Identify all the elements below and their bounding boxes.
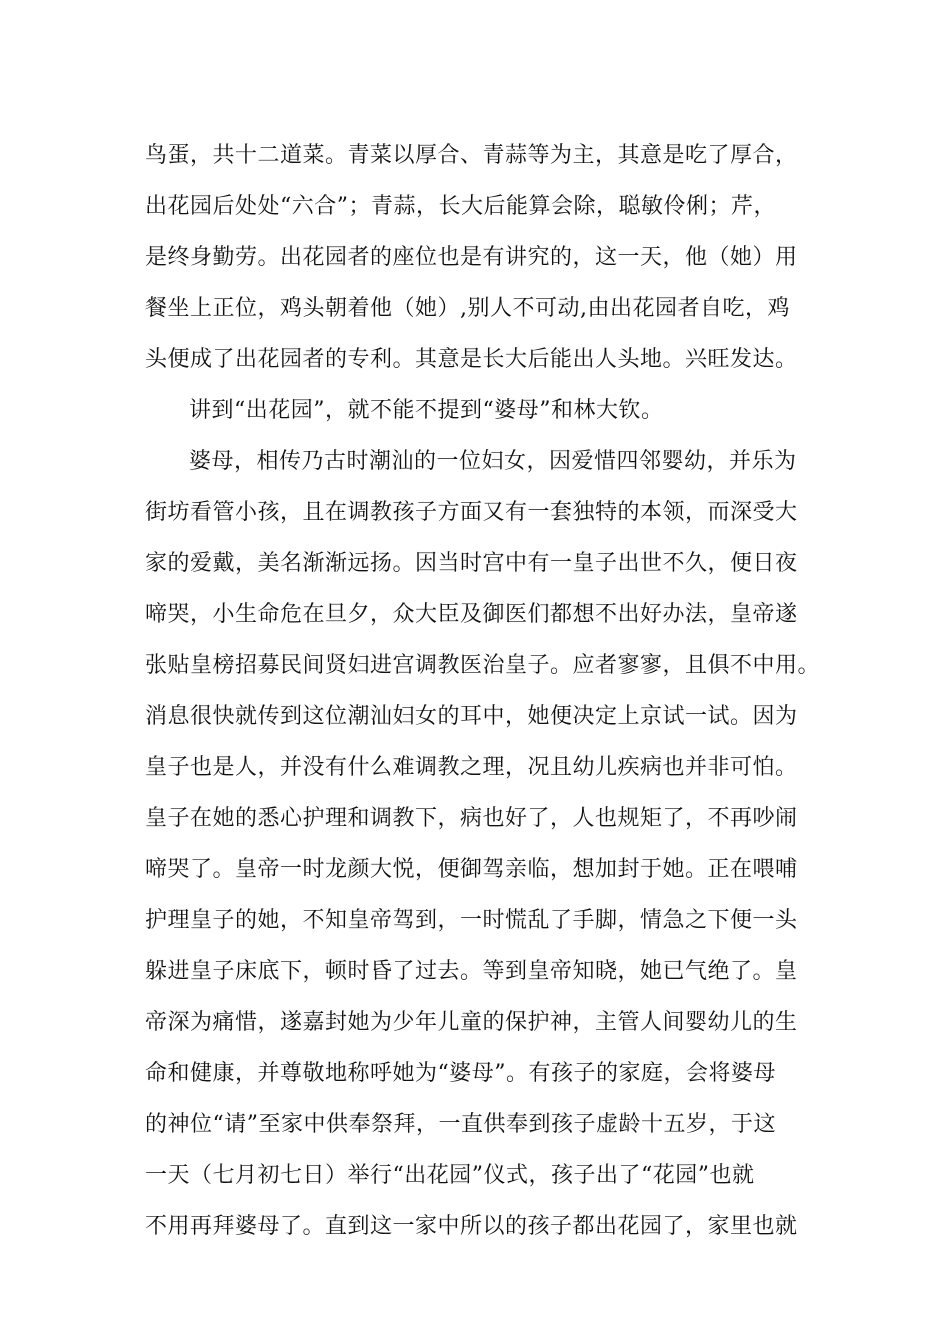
text-line: 出花园后处处“六合”；青蒜，长大后能算会除，聪敏伶俐；芹， xyxy=(145,194,776,219)
text-line: 皇子也是人，并没有什么难调教之理，况且幼儿疾病也并非可怕。 xyxy=(145,755,798,780)
text-line: 消息很快就传到这位潮汕妇女的耳中，她便决定上京试一试。因为 xyxy=(145,704,798,729)
text-line: 餐坐上正位，鸡头朝着他（她）,别人不可动,由出花园者自吃，鸡 xyxy=(145,296,790,321)
text-line: 街坊看管小孩，且在调教孩子方面又有一套独特的本领，而深受大 xyxy=(145,500,798,525)
paragraph-start-line: 讲到“出花园”，就不能不提到“婆母”和林大钦。 xyxy=(189,398,664,423)
text-line: 皇子在她的悉心护理和调教下，病也好了，人也规矩了，不再吵闹 xyxy=(145,806,798,831)
text-line: 躲进皇子床底下，顿时昏了过去。等到皇帝知晓，她已气绝了。皇 xyxy=(145,959,798,984)
text-line: 一天（七月初七日）举行“出花园”仪式，孩子出了“花园”也就 xyxy=(145,1163,755,1188)
text-line: 护理皇子的她，不知皇帝驾到，一时慌乱了手脚，情急之下便一头 xyxy=(145,908,798,933)
text-line: 家的爱戴，美名渐渐远扬。因当时宫中有一皇子出世不久，便日夜 xyxy=(145,551,798,576)
text-line: 张贴皇榜招募民间贤妇进宫调教医治皇子。应者寥寥，且俱不中用。 xyxy=(145,653,821,678)
text-line: 啼哭了。皇帝一时龙颜大悦，便御驾亲临，想加封于她。正在喂哺 xyxy=(145,857,798,882)
paragraph-start-line: 婆母，相传乃古时潮汕的一位妇女，因爱惜四邻婴幼，并乐为 xyxy=(189,449,797,474)
text-line: 头便成了出花园者的专利。其意是长大后能出人头地。兴旺发达。 xyxy=(145,347,798,372)
text-line: 啼哭，小生命危在旦夕，众大臣及御医们都想不出好办法，皇帝遂 xyxy=(145,602,798,627)
text-line: 命和健康，并尊敬地称呼她为“婆母”。有孩子的家庭，会将婆母 xyxy=(145,1061,776,1086)
text-line: 不用再拜婆母了。直到这一家中所以的孩子都出花园了，家里也就 xyxy=(145,1214,798,1239)
body-text xyxy=(145,130,821,1252)
text-line: 的神位“请”至家中供奉祭拜，一直供奉到孩子虚龄十五岁，于这 xyxy=(145,1112,776,1137)
text-line: 是终身勤劳。出花园者的座位也是有讲究的，这一天，他（她）用 xyxy=(145,245,798,270)
text-line: 鸟蛋，共十二道菜。青菜以厚合、青蒜等为主，其意是吃了厚合， xyxy=(145,143,798,168)
text-line: 帝深为痛惜，遂嘉封她为少年儿童的保护神，主管人间婴幼儿的生 xyxy=(145,1010,798,1035)
